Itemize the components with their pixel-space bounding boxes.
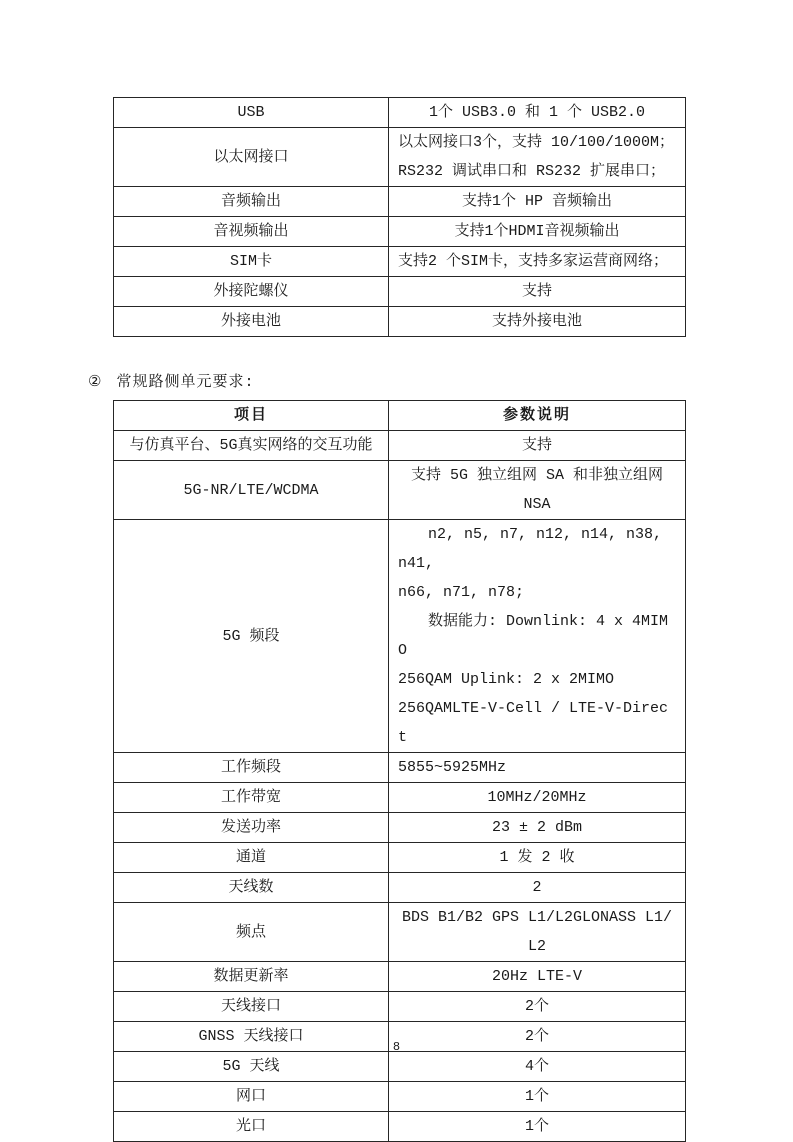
spec-value-cell: 2个: [389, 992, 686, 1022]
spec-value-cell: [389, 128, 686, 187]
spec-item-cell: 音视频输出: [114, 217, 389, 247]
table-row: [114, 753, 686, 783]
spec-value-cell: 1个: [389, 1082, 686, 1112]
value-line: 256QAMLTE-V-Cell / LTE-V-Direct: [398, 700, 669, 746]
table-row: [114, 873, 686, 903]
spec-item-cell: 外接电池: [114, 307, 389, 337]
spec-value-cell: 4个: [389, 1052, 686, 1082]
spec-item-cell: 以太网接口: [114, 128, 389, 187]
spec-item-cell: 5G 天线: [114, 1052, 389, 1082]
table-row: [114, 187, 686, 217]
table-row: [114, 217, 686, 247]
table-row: [114, 992, 686, 1022]
spec-value-cell: 1个: [389, 1112, 686, 1142]
spec-item-cell: GNSS 天线接口: [114, 1022, 389, 1052]
table-row: [114, 783, 686, 813]
spec-value-cell: 支持: [389, 431, 686, 461]
spec-value-cell: 23 ± 2 dBm: [389, 813, 686, 843]
spec-value-cell: [389, 461, 686, 520]
spec-item-cell: 外接陀螺仪: [114, 277, 389, 307]
table-row: [114, 903, 686, 962]
spec-value-cell: 5855~5925MHz: [389, 753, 686, 783]
value-line: 256QAM Uplink: 2 x 2MIMO: [398, 671, 615, 688]
value-line: 以太网接口3个，支持 10/100/1000M；: [398, 134, 675, 151]
table-row: [114, 1112, 686, 1142]
spec-item-cell: 网口: [114, 1082, 389, 1112]
spec-item-cell: 天线数: [114, 873, 389, 903]
spec-item-cell: USB: [114, 98, 389, 128]
value-line: 支持 5G 独立组网 SA 和非独立组网: [410, 467, 663, 484]
table-row: [114, 1082, 686, 1112]
page-number: 8: [392, 1040, 401, 1054]
spec-item-cell: 与仿真平台、5G真实网络的交互功能: [114, 431, 389, 461]
spec-value-cell: 10MHz/20MHz: [389, 783, 686, 813]
spec-item-cell: 天线接口: [114, 992, 389, 1022]
section-title: 常规路侧单元要求:: [116, 374, 255, 391]
spec-item-cell: 频点: [114, 903, 389, 962]
table-row: [114, 431, 686, 461]
value-line: NSA: [523, 496, 551, 513]
spec-value-cell: 支持: [389, 277, 686, 307]
spec-value-cell: [389, 520, 686, 753]
header-param: 参数说明: [389, 401, 686, 431]
table-row: [114, 520, 686, 753]
spec-value-cell: 1个 USB3.0 和 1 个 USB2.0: [389, 98, 686, 128]
value-line: 数据能力: Downlink: 4 x 4MIMO: [398, 613, 669, 659]
spec-item-cell: 5G-NR/LTE/WCDMA: [114, 461, 389, 520]
table-row: [114, 843, 686, 873]
spec-item-cell: 光口: [114, 1112, 389, 1142]
section-heading: [88, 370, 254, 391]
section-marker: ②: [88, 374, 103, 391]
spec-item-cell: 5G 频段: [114, 520, 389, 753]
spec-item-cell: 工作频段: [114, 753, 389, 783]
spec-value-cell: BDS B1/B2 GPS L1/L2GLONASS L1/L2: [389, 903, 686, 962]
value-line: n66, n71, n78;: [398, 584, 525, 601]
spec-value-cell: 支持1个 HP 音频输出: [389, 187, 686, 217]
table-header-row: [114, 401, 686, 431]
spec-item-cell: 通道: [114, 843, 389, 873]
spec-item-cell: 发送功率: [114, 813, 389, 843]
spec-value-cell: 2: [389, 873, 686, 903]
table-row: [114, 128, 686, 187]
spec-item-cell: SIM卡: [114, 247, 389, 277]
table-row: [114, 1052, 686, 1082]
spec-value-cell: 1 发 2 收: [389, 843, 686, 873]
spec-value-cell: 2个: [389, 1022, 686, 1052]
table-row: [114, 277, 686, 307]
spec-value-cell: 支持外接电池: [389, 307, 686, 337]
table-row: [114, 98, 686, 128]
device-interface-table: [113, 97, 686, 337]
spec-item-cell: 音频输出: [114, 187, 389, 217]
table-row: [114, 962, 686, 992]
spec-item-cell: 工作带宽: [114, 783, 389, 813]
spec-value-cell: 支持2 个SIM卡，支持多家运营商网络；: [389, 247, 686, 277]
header-item: 项目: [114, 401, 389, 431]
rsu-spec-table: [113, 400, 686, 1142]
spec-value-cell: 支持1个HDMI音视频输出: [389, 217, 686, 247]
spec-item-cell: 数据更新率: [114, 962, 389, 992]
table-row: [114, 461, 686, 520]
table-row: [114, 307, 686, 337]
value-line: RS232 调试串口和 RS232 扩展串口；: [398, 163, 666, 180]
table-row: [114, 813, 686, 843]
value-line: n2, n5, n7, n12, n14, n38, n41,: [398, 526, 663, 572]
table-row: [114, 247, 686, 277]
spec-value-cell: 20Hz LTE-V: [389, 962, 686, 992]
